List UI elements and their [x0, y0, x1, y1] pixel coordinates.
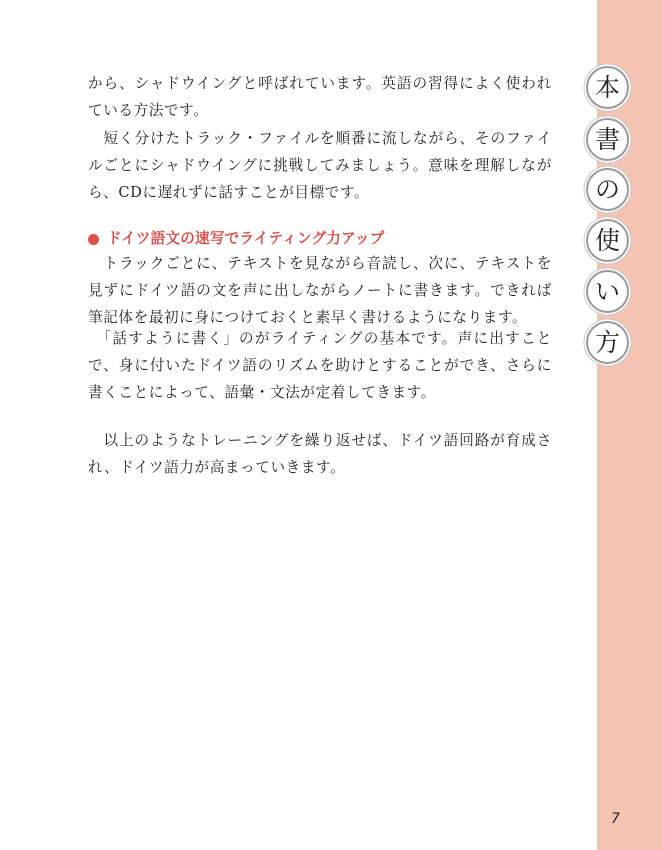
body-paragraph-1: から、シャドウイングと呼ばれています。英語の習得によく使われている方法です。: [88, 75, 552, 119]
body-paragraph-3: トラックごとに、テキストを見ながら音読し、次に、テキストを見ずにドイツ語の文を声に出しながらノートに書きます。できれば筆記体を最初に身につけておくと素早く書けるようになります。: [88, 255, 552, 326]
side-tab-char-4: 使: [586, 219, 629, 262]
body-paragraph-5: 以上のようなトレーニングを繰り返せば、ドイツ語回路が育成され、ドイツ語力が高まっていきます。: [88, 432, 552, 476]
body-paragraph-2: 短く分けたトラック・ファイルを順番に流しながら、そのファイルごとにシャドウイングに挑戦してみましょう。意味を理解しながら、CDに遅れずに話すことが目標です。: [88, 130, 552, 201]
page-number: 7: [611, 811, 620, 827]
body-paragraph-4: 「話すように書く」のがライティングの基本です。声に出すことで、身に付いたドイツ語のリズムを助けとすることができ、さらに書くことによって、語彙・文法が定着してきます。: [88, 330, 552, 401]
section-heading-text: ドイツ語文の速写でライティング力アップ: [107, 230, 385, 247]
bullet-icon: [88, 234, 99, 245]
side-tab-char-5: い: [586, 270, 629, 313]
side-tab-char-3: の: [586, 168, 629, 211]
side-tab-char-6: 方: [586, 321, 629, 364]
section-heading: [88, 226, 552, 252]
side-tab-char-1: 本: [586, 66, 629, 109]
side-tab-char-2: 書: [586, 118, 629, 161]
